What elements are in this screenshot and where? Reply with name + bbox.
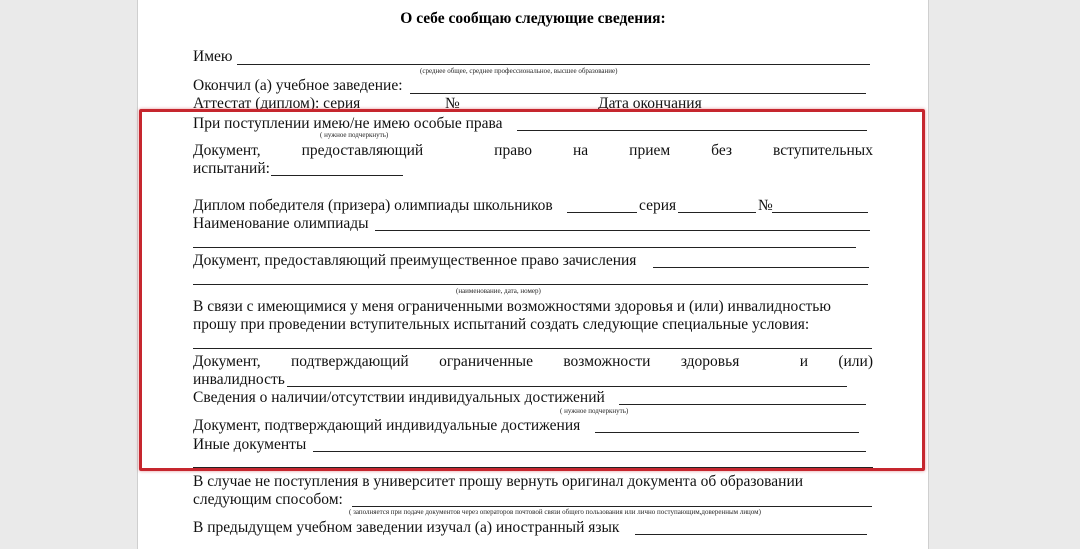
disability-doc-line2: инвалидность <box>193 371 285 388</box>
graduated-label: Окончил (а) учебное заведение: <box>193 77 403 94</box>
disability-doc-word: подтверждающий <box>291 353 409 370</box>
olympiad-series-label: серия <box>639 197 677 214</box>
special-rights-note: ( нужное подчеркнуть) <box>320 131 389 139</box>
disability-doc-word: (или) <box>838 353 873 370</box>
disability-doc-word: и <box>799 353 808 370</box>
doc-right-word: Документ, <box>193 142 261 159</box>
certificate-label: Аттестат (диплом): серия <box>193 95 361 112</box>
doc-right-word: на <box>573 142 589 159</box>
doc-right-word: предоставляющий <box>301 142 424 159</box>
highlight-frame <box>139 109 925 471</box>
preferential-note: (наименование, дата, номер) <box>456 287 541 295</box>
disability-doc-word: возможности <box>563 353 651 370</box>
achievements-doc-label: Документ, подтверждающий индивидуальные достижения <box>193 417 581 434</box>
preferential-doc-label: Документ, предоставляющий преимущественное право зачисления <box>193 252 637 269</box>
return-method-line[interactable] <box>352 506 872 507</box>
disability-doc-word: ограниченные <box>439 353 533 370</box>
return-line1: В случае не поступления в университет прошу вернуть оригинал документа об образовании <box>193 473 804 490</box>
doc-right-word: прием <box>629 142 671 159</box>
certificate-number-label: № <box>445 95 460 112</box>
certificate-date-label: Дата окончания <box>598 95 702 112</box>
disability-doc-word: Документ, <box>193 353 261 370</box>
disability-line2: прошу при проведении вступительных испытаний создать следующие специальные условия: <box>193 316 810 333</box>
graduated-line[interactable] <box>410 93 866 94</box>
doc-right-word: вступительных <box>773 142 873 159</box>
languages-line[interactable] <box>635 534 867 535</box>
disability-line1: В связи с имеющимися у меня ограниченными возможностями здоровья и (или) инвалидностью <box>193 298 831 315</box>
other-docs-label: Иные документы <box>193 436 307 453</box>
olympiad-name-label: Наименование олимпиады <box>193 215 369 232</box>
achievements-note: ( нужное подчеркнуть) <box>560 407 629 415</box>
doc-right-word: без <box>711 142 733 159</box>
return-note: ( заполняется при подаче документов через операторов почтовой связи общего пользования или лично поступающим,доверенным лицом) <box>349 508 761 516</box>
achievements-label: Сведения о наличии/отсутствии индивидуальных достижений <box>193 389 605 406</box>
olympiad-diploma-label: Диплом победителя (призера) олимпиады школьников <box>193 197 553 214</box>
name-label: Имею <box>193 48 233 65</box>
special-rights-label: При поступлении имею/не имею особые права <box>193 115 503 132</box>
doc-right-word: право <box>494 142 533 159</box>
return-line2: следующим способом: <box>193 491 343 508</box>
name-line[interactable] <box>237 64 870 65</box>
disability-doc-word: здоровья <box>680 353 740 370</box>
olympiad-no-label: № <box>758 197 773 214</box>
page-title: О себе сообщаю следующие сведения: <box>400 10 666 27</box>
doc-right-line2: испытаний: <box>193 160 270 177</box>
name-note: (среднее общее, среднее профессиональное, высшее образование) <box>420 67 618 75</box>
languages-label: В предыдущем учебном заведении изучал (а) иностранный язык <box>193 519 620 536</box>
